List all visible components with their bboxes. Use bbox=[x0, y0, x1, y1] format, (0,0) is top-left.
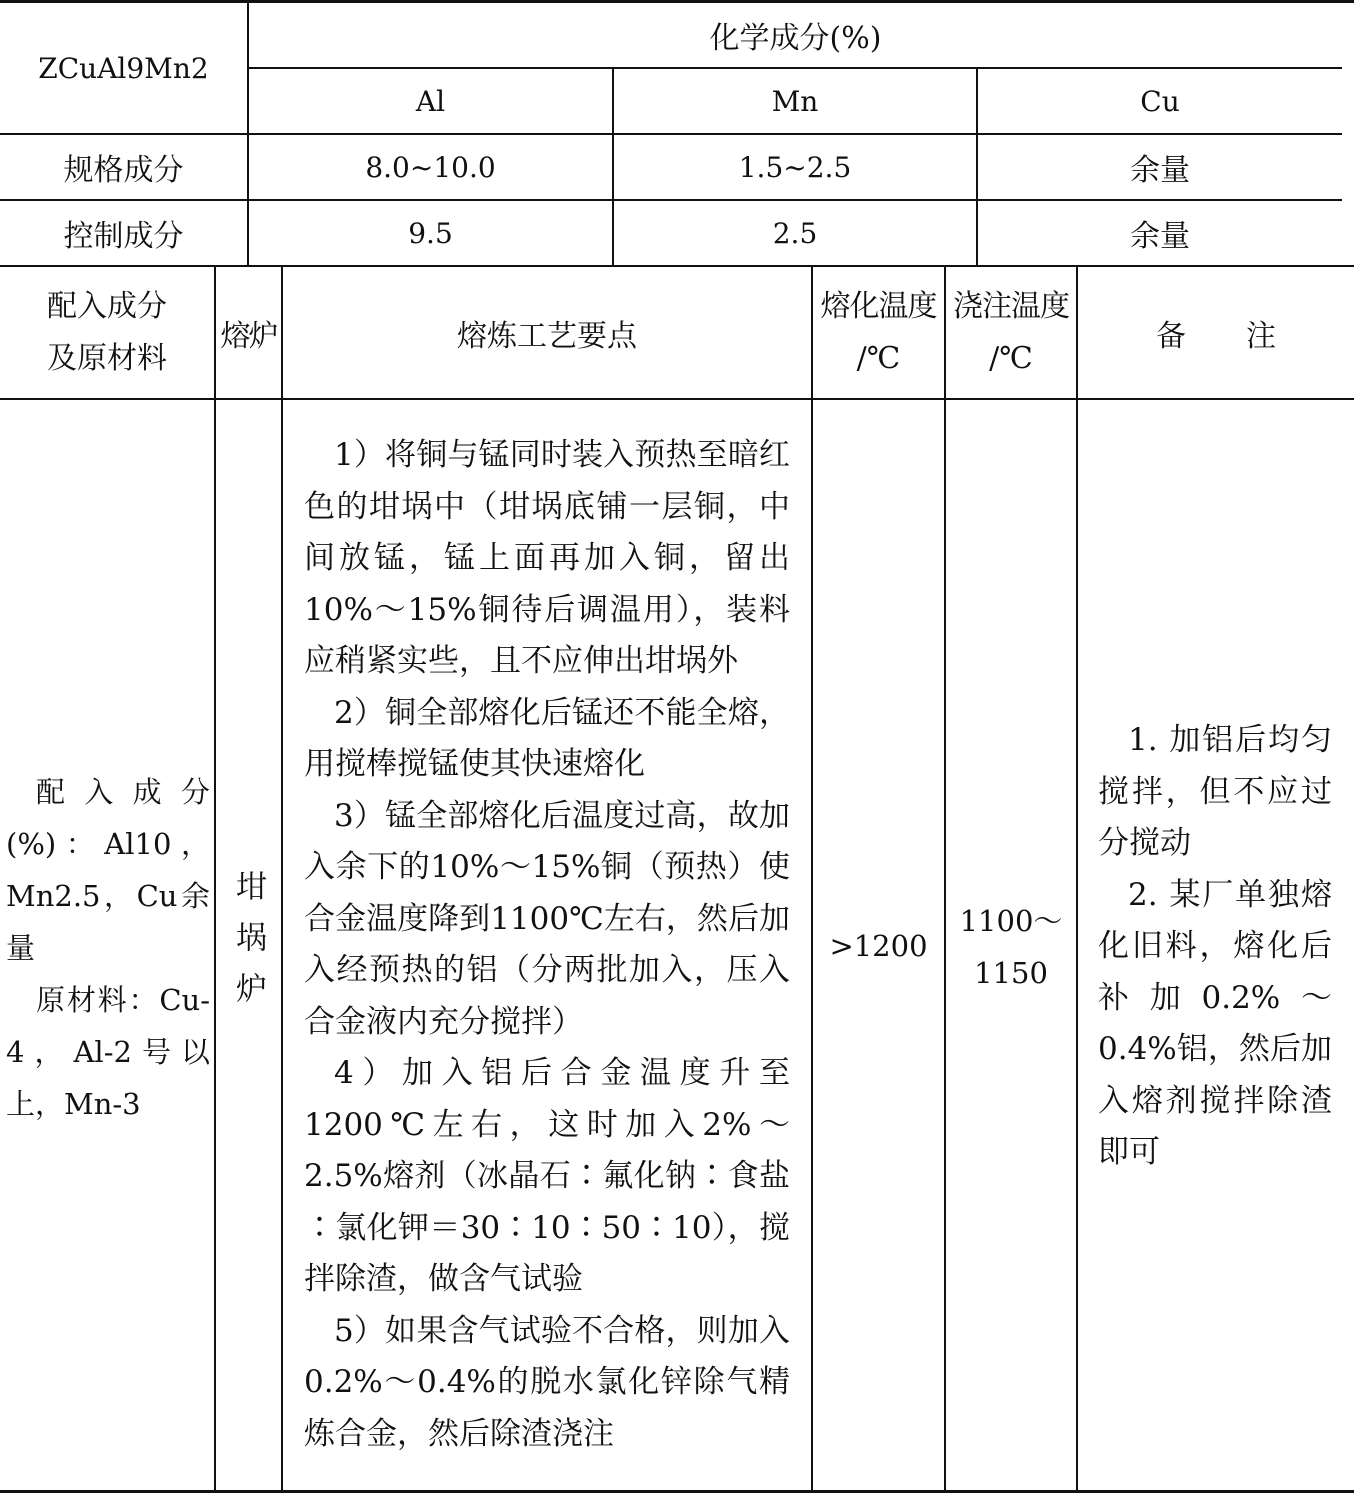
spec-cu: 余量 bbox=[1130, 153, 1190, 188]
header-furnace: 熔炉 bbox=[220, 318, 277, 354]
control-mn: 2.5 bbox=[772, 216, 818, 250]
remarks-cell bbox=[1098, 715, 1332, 1179]
process-step: 2）铜全部熔化后锰还不能全熔，用搅棒搅锰使其快速熔化 bbox=[304, 694, 790, 782]
header-melt-temp-line2: /℃ bbox=[856, 340, 901, 376]
header-materials bbox=[0, 267, 214, 398]
rule bbox=[281, 266, 283, 1492]
control-row-label: 控制成分 bbox=[63, 219, 184, 254]
materials-composition: 配入成分(%)：Al10，Mn2.5，Cu余量 bbox=[6, 775, 210, 965]
materials-raw: 原材料：Cu-4，Al-2号以上，Mn-3 bbox=[6, 983, 210, 1121]
header-pour-temp bbox=[946, 267, 1076, 398]
pour-temp-line1: 1100～ bbox=[959, 904, 1063, 938]
process-step: 1）将铜与锰同时装入预热至暗红色的坩埚中（坩埚底铺一层铜，中间放锰，锰上面再加入铜，留出10%～15%铜待后调温用），装料应稍紧实些，且不应伸出坩埚外 bbox=[304, 437, 790, 679]
composition-header: 化学成分(%) bbox=[709, 21, 882, 56]
process-step: 4）加入铝后合金温度升至1200℃左右，这时加入2%～2.5%熔剂（冰晶石∶氟化钠∶食盐∶氯化钾＝30∶10∶50∶10），搅拌除渣，做含气试验 bbox=[304, 1055, 790, 1297]
furnace-cell bbox=[216, 868, 281, 1024]
rule bbox=[944, 266, 946, 1492]
header-melt-temp-line1: 熔化温度 bbox=[820, 288, 937, 324]
control-al: 9.5 bbox=[408, 216, 453, 250]
spec-row-label: 规格成分 bbox=[63, 153, 184, 188]
header-materials-line1: 配入成分 bbox=[47, 288, 167, 324]
process-step: 5）如果含气试验不合格，则加入0.2%～0.4%的脱水氯化锌除气精炼合金，然后除渣浇注 bbox=[304, 1312, 790, 1452]
rule bbox=[1076, 266, 1078, 1492]
header-pour-temp-line2: /℃ bbox=[989, 340, 1033, 376]
element-cu: Cu bbox=[1140, 84, 1180, 118]
spec-mn: 1.5~2.5 bbox=[738, 150, 852, 184]
rule-bottom bbox=[0, 1490, 1354, 1493]
header-process: 熔炼工艺要点 bbox=[457, 318, 637, 354]
element-mn: Mn bbox=[771, 84, 819, 118]
remark-item: 2. 某厂单独熔化旧料，熔化后补加0.2%～0.4%铝，然后加入熔剂搅拌除渣即可 bbox=[1098, 876, 1332, 1170]
header-pour-temp-line1: 浇注温度 bbox=[953, 288, 1069, 324]
process-cell bbox=[304, 430, 790, 1460]
pour-temp-line2: 1150 bbox=[974, 956, 1048, 990]
spec-al: 8.0~10.0 bbox=[365, 150, 496, 184]
header-materials-line2: 及原材料 bbox=[47, 340, 167, 376]
header-remarks: 备 注 bbox=[1156, 318, 1276, 354]
process-step: 3）锰全部熔化后温度过高，故加入余下的10%～15%铜（预热）使合金温度降到1100℃左右，然后加入经预热的铝（分两批加入，压入合金液内充分搅拌） bbox=[304, 797, 790, 1040]
materials-cell bbox=[6, 766, 210, 1130]
melt-temp-value: >1200 bbox=[829, 929, 928, 963]
element-al: Al bbox=[415, 84, 446, 118]
header-melt-temp bbox=[813, 267, 944, 398]
remark-item: 1. 加铝后均匀搅拌，但不应过分搅动 bbox=[1098, 722, 1332, 861]
pour-temp-cell bbox=[946, 895, 1076, 999]
alloy-grade: ZCuAl9Mn2 bbox=[38, 51, 209, 85]
control-cu: 余量 bbox=[1130, 219, 1190, 254]
rule bbox=[0, 398, 1354, 400]
rule bbox=[811, 266, 813, 1492]
furnace-value: 坩埚炉 bbox=[230, 869, 266, 1023]
